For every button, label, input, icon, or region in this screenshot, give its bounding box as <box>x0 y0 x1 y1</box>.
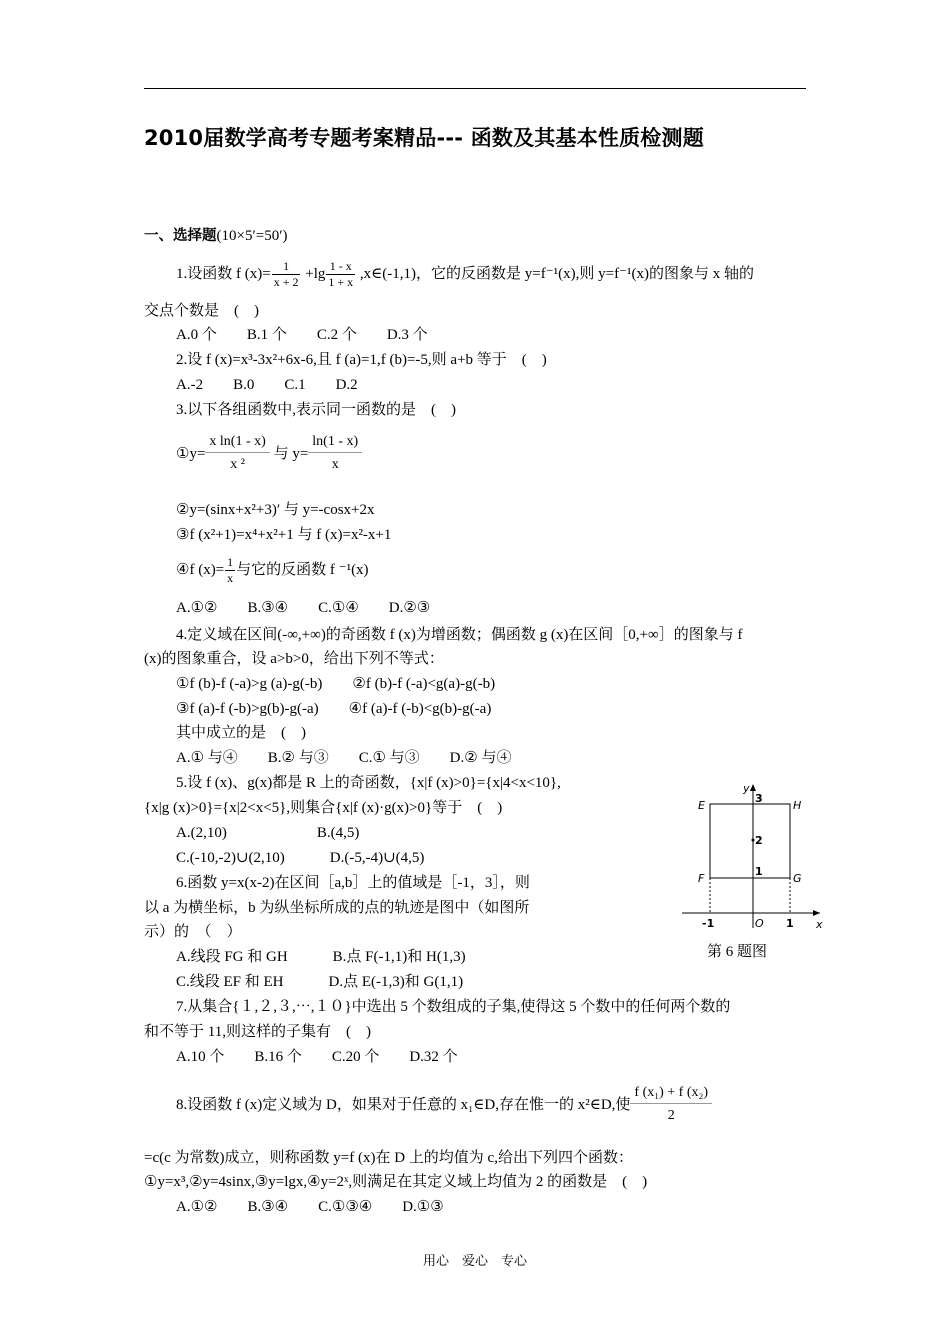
q3-item1-b: 与 y= <box>269 445 309 462</box>
q4-line4: ③f (a)-f (-b)>g(b)-g(-a) ④f (a)-f (-b)<g(b)-g(-a) <box>176 701 492 717</box>
q6-options-cd: C.线段 EF 和 EH D.点 E(-1,3)和 G(1,1) <box>176 974 464 990</box>
q3-item1-a: ①y= <box>176 445 206 462</box>
q1-frac1 <box>272 259 301 290</box>
q8-frac <box>630 1083 712 1128</box>
q4-line1: 4.定义域在区间(-∞,+∞)的奇函数 f (x)为增函数；偶函数 g (x)在区间［0,+∞］的图象与 f <box>176 627 743 643</box>
q4-line3: ①f (b)-f (-a)>g (a)-g(-b) ②f (b)-f (-a)<g(a)-g(-b) <box>176 676 496 692</box>
q1-text-a: 1.设函数 f (x)= <box>176 266 271 282</box>
q3-item4-a: ④f (x)= <box>176 562 225 578</box>
q6-figure <box>680 782 825 932</box>
q6-line2: 以 a 为横坐标，b 为纵坐标所成的点的轨迹是图中（如图所 <box>144 900 530 916</box>
section-label: 一、选择题 <box>144 228 217 244</box>
label-e: E <box>698 799 705 812</box>
q3-item1-frac2-den: x <box>331 457 339 472</box>
x-axis-arrow <box>813 910 820 916</box>
header-rule <box>144 88 806 89</box>
q6-options-ab: A.线段 FG 和 GH B.点 F(-1,1)和 H(1,3) <box>176 949 466 965</box>
q3-item4-frac <box>225 555 235 586</box>
q3-item1-frac1-den: x ² <box>230 457 245 472</box>
q8-frac-num: f (x₁) + f (x₂) <box>630 1083 712 1104</box>
q8-frac-den: 2 <box>667 1108 675 1124</box>
figure-caption: 第 6 题图 <box>707 944 768 960</box>
q3-item1-frac2 <box>308 432 362 477</box>
q3-item2: ②y=(sinx+x²+3)′ 与 y=-cosx+2x <box>176 502 375 518</box>
q8-line3: ①y=x³,②y=4sinx,③y=lgx,④y=2ˣ,则满足在其定义域上均值为 2 的函数是 ( ) <box>144 1174 648 1190</box>
q1-text-b: +lg <box>301 266 326 282</box>
q2-text: 2.设 f (x)=x³-3x²+6x-6,且 f (a)=1,f (b)=-5,则 a+b 等于 ( ) <box>176 352 547 368</box>
page-footer: 用心 爱心 专心 <box>422 1253 527 1268</box>
q3-options: A.①② B.③④ C.①④ D.②③ <box>176 600 431 616</box>
q5-line2: {x|g (x)>0}={x|2<x<5},则集合{x|f (x)·g(x)>0}等于 ( ) <box>144 800 503 816</box>
label-x: x <box>816 918 823 931</box>
q7-options: A.10 个 B.16 个 C.20 个 D.32 个 <box>176 1049 458 1065</box>
q3-item1-frac2-num: ln(1 - x) <box>308 432 362 453</box>
q4-line5: 其中成立的是 ( ) <box>176 725 306 741</box>
tick-1: 1 <box>755 865 763 878</box>
tick-x-1: 1 <box>786 917 794 930</box>
q3-item4-b: 与它的反函数 f ⁻¹(x) <box>236 562 369 578</box>
square-efgh <box>710 804 790 878</box>
q3-item1-frac1 <box>205 432 269 477</box>
q3-item1-frac1-num: x ln(1 - x) <box>205 432 269 453</box>
q1-options: A.0 个 B.1 个 C.2 个 D.3 个 <box>176 327 428 343</box>
q2-options: A.-2 B.0 C.1 D.2 <box>176 377 358 393</box>
section-heading <box>144 226 806 246</box>
q3-item4-frac-num: 1 <box>227 555 234 570</box>
q5-options-ab: A.(2,10) B.(4,5) <box>176 825 360 841</box>
q1-frac1-num: 1 <box>272 259 301 275</box>
q4-options: A.① 与④ B.② 与③ C.① 与③ D.② 与④ <box>176 750 512 766</box>
q3-item3: ③f (x²+1)=x⁴+x²+1 与 f (x)=x²-x+1 <box>176 527 392 543</box>
label-o: O <box>755 917 764 930</box>
q1-frac2 <box>326 259 355 290</box>
q7-line1: 7.从集合{１,２,３,⋯,１０}中选出 5 个数组成的子集,使得这 5 个数中的任何两个数的 <box>176 999 731 1015</box>
q1-line2: 交点个数是 ( ) <box>144 303 259 319</box>
tick-minus-1: -1 <box>702 917 715 930</box>
page-title: 2010届数学高考专题考案精品--- 函数及其基本性质检测题 <box>144 126 704 150</box>
q1-frac1-den: x + 2 <box>273 275 299 290</box>
q4-line2: (x)的图象重合，设 a>b>0，给出下列不等式： <box>144 651 444 667</box>
section-score: (10×5′=50′) <box>216 228 288 244</box>
q3-item1 <box>176 432 806 477</box>
q1-frac2-den: 1 + x <box>328 275 354 290</box>
q7-line2: 和不等于 11,则这样的子集有 ( ) <box>144 1024 371 1040</box>
label-h: H <box>793 799 802 812</box>
y-axis-arrow <box>750 784 756 791</box>
q8-line1 <box>176 1083 806 1128</box>
q8-line2: =c(c 为常数)成立，则称函数 y=f (x)在 D 上的均值为 c,给出下列四个函数： <box>144 1150 633 1166</box>
q1-frac2-num: 1 - x <box>326 259 355 275</box>
q3-item4 <box>176 553 806 587</box>
label-f: F <box>698 872 705 885</box>
q6-line1: 6.函数 y=x(x-2)在区间［a,b］上的值域是［-1，3］，则 <box>176 875 530 891</box>
q1-text-c: ,x∈(-1,1)，它的反函数是 y=f⁻¹(x),则 y=f⁻¹(x)的图象与 x 轴的 <box>356 266 754 282</box>
q5-line1: 5.设 f (x)、g(x)都是 R 上的奇函数，{x|f (x)>0}={x|4<x<10}, <box>176 775 561 791</box>
q1-line1 <box>176 258 806 290</box>
q6-line3: 示）的 （ ） <box>144 924 242 940</box>
tick-2: 2 <box>755 834 763 847</box>
q3-item4-frac-den: x <box>227 571 234 586</box>
q8-text-a: 8.设函数 f (x)定义域为 D，如果对于任意的 x₁∈D,存在惟一的 x²∈D,使 <box>176 1097 631 1113</box>
label-g: G <box>793 872 802 885</box>
label-y: y <box>743 782 750 795</box>
q8-options: A.①② B.③④ C.①③④ D.①③ <box>176 1199 444 1215</box>
tick-3: 3 <box>755 792 763 805</box>
q3-text: 3.以下各组函数中,表示同一函数的是 ( ) <box>176 402 456 418</box>
q5-options-cd: C.(-10,-2)∪(2,10) D.(-5,-4)∪(4,5) <box>176 850 425 866</box>
